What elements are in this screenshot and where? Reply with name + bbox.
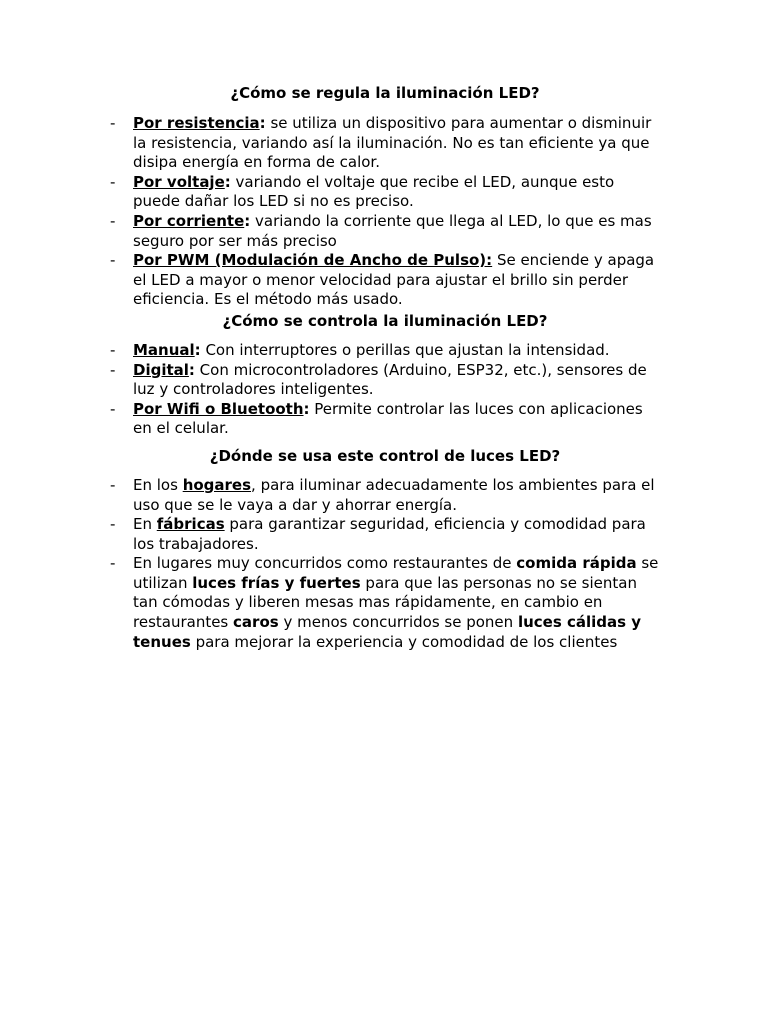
bullet-dash: -	[110, 340, 116, 359]
control-list	[108, 341, 662, 439]
list-item	[108, 515, 662, 554]
term-colon: :	[224, 172, 231, 191]
bullet-dash: -	[110, 172, 116, 191]
term-colon: :	[188, 360, 195, 379]
term-colon: :	[303, 399, 310, 418]
usage-list	[108, 476, 662, 652]
term-colon: :	[194, 340, 201, 359]
bullet-dash: -	[110, 515, 116, 534]
list-term: Por Wifi o Bluetooth	[133, 399, 304, 418]
list-text: Con interruptores o perillas que ajustan la intensidad.	[200, 340, 610, 359]
list-item	[108, 554, 662, 652]
section-heading-regulation: ¿Cómo se regula la iluminación LED?	[230, 84, 540, 102]
list-text: , para iluminar adecuadamente los ambientes para el uso que se le vaya a dar y ahorrar energía.	[133, 475, 655, 514]
term-colon: :	[259, 114, 266, 132]
emphasis-text: comida rápida	[516, 554, 637, 573]
list-text: y menos concurridos se ponen	[278, 613, 518, 632]
list-text: En lugares muy concurridos como restaurantes de	[133, 554, 517, 573]
bullet-dash: -	[110, 399, 116, 418]
list-item	[108, 400, 662, 439]
list-term: hogares	[182, 475, 252, 494]
regulation-list	[108, 114, 662, 310]
list-text: variando el voltaje que recibe el LED, aunque esto puede dañar los LED si no es preciso.	[133, 172, 615, 211]
section-heading-usage: ¿Dónde se usa este control de luces LED?	[209, 446, 561, 465]
list-text: se utiliza un dispositivo para aumentar o disminuir la resistencia, variando así la iluminación. No es tan eficiente ya que disipa energía en forma de calor.	[133, 114, 652, 172]
list-term: fábricas	[156, 515, 225, 534]
emphasis-text: luces frías y fuertes	[192, 573, 361, 592]
list-item	[108, 476, 662, 515]
list-term: Digital	[133, 360, 189, 379]
list-prefix: En los	[133, 475, 183, 494]
emphasis-text: caros	[233, 613, 279, 632]
list-text: Se enciende y apaga el LED a mayor o menor velocidad para ajustar el brillo sin perder eficiencia. Es el método más usado.	[133, 251, 655, 309]
list-text: Con microcontroladores (Arduino, ESP32, etc.), sensores de luz y controladores inteligentes.	[133, 360, 647, 399]
list-text: para garantizar seguridad, eficiencia y comodidad para los trabajadores.	[133, 515, 646, 553]
list-term: Manual	[133, 340, 195, 359]
list-item	[108, 212, 662, 251]
list-item	[108, 341, 662, 361]
term-colon: :	[244, 211, 251, 230]
list-text: Permite controlar las luces con aplicaciones en el celular.	[133, 399, 643, 438]
emphasis-text: luces cálidas y tenues	[133, 613, 642, 651]
list-item	[108, 251, 662, 310]
list-prefix: En	[133, 515, 157, 534]
list-text: para que las personas no se sientan tan cómodas y liberen mesas mas rápidamente, en cambio en restaurantes	[133, 573, 637, 632]
list-term: Por voltaje	[133, 172, 225, 191]
document-body	[108, 84, 662, 652]
bullet-dash: -	[110, 475, 116, 494]
list-item	[108, 173, 662, 212]
list-text: se utilizan	[133, 554, 659, 592]
bullet-dash: -	[110, 114, 116, 132]
bullet-dash: -	[110, 554, 116, 573]
list-term: Por resistencia	[133, 114, 260, 132]
bullet-dash: -	[110, 360, 116, 379]
bullet-dash: -	[110, 211, 116, 230]
list-item	[108, 114, 662, 173]
list-item	[108, 361, 662, 400]
section-heading-control: ¿Cómo se controla la iluminación LED?	[222, 311, 548, 330]
bullet-dash: -	[110, 251, 116, 270]
list-term: Por PWM (Modulación de Ancho de Pulso):	[133, 251, 493, 270]
list-term: Por corriente	[133, 211, 245, 230]
list-text: para mejorar la experiencia y comodidad de los clientes	[190, 632, 618, 651]
list-text: variando la corriente que llega al LED, lo que es mas seguro por ser más preciso	[133, 211, 652, 250]
